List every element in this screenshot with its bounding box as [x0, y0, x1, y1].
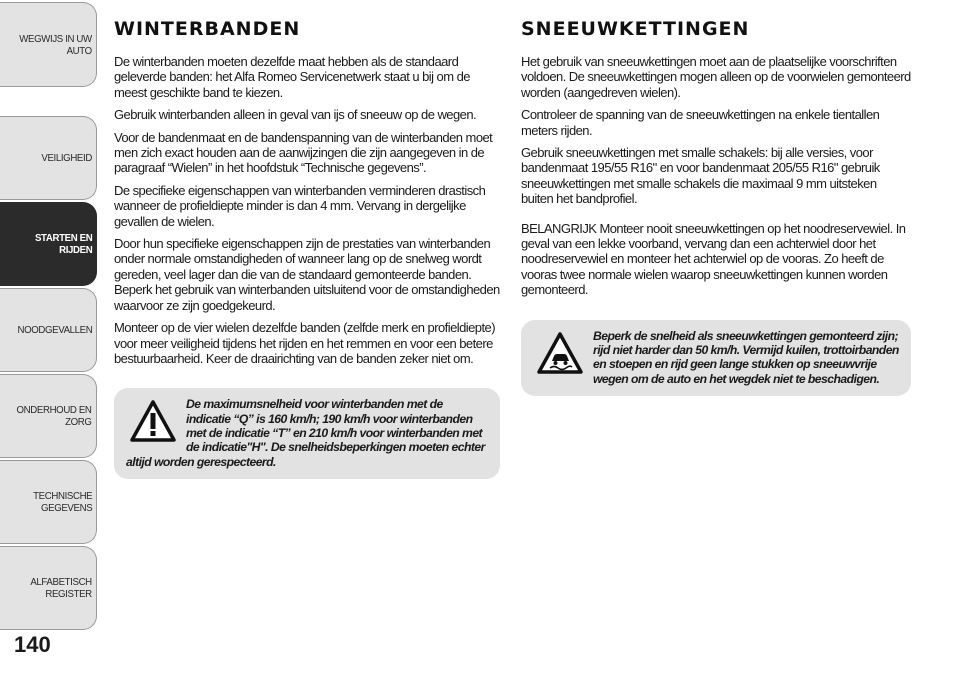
- tab-label: TECHNISCHE GEGEVENS: [32, 490, 92, 514]
- paragraph: BELANGRIJK Monteer nooit sneeuwkettingen op het noodreservewiel. In geval van een lekke voorband, vervang dan een achterwiel door het noodreservewiel en monteer het achterwiel op de vooras. Zo heeft de vooras twee normale wielen waarop sneeuwkettingen kunnen worden gemonteerd.: [521, 220, 906, 298]
- paragraph: Controleer de spanning van de sneeuwkettingen na enkele tientallen meters rijden.: [521, 107, 880, 138]
- tab-label: ONDERHOUD EN ZORG: [16, 404, 92, 428]
- tab-label: STARTEN EN RIJDEN: [34, 232, 92, 256]
- paragraph: Door hun specifieke eigenschappen zijn de prestaties van winterbanden onder normale omstandigheden of wanneer lang op de snelweg wordt gereden, veel lager dan die van de standaard gemonteerde banden. Beperk het gebruik van winterbanden uitsluitend voor de omstandigheden waarvoor ze zijn goedgekeurd.: [114, 236, 500, 313]
- paragraph: Monteer op de vier wielen dezelfde banden (zelfde merk en profieldiepte) voor meer veiligheid tijdens het rijden en het remmen en voor een betere bestuurbaarheid. Keer de draairichting van de banden zeker niet om.: [114, 320, 495, 366]
- paragraph: Gebruik winterbanden alleen in geval van ijs of sneeuw op de wegen.: [114, 107, 477, 123]
- section-title: WINTERBANDEN: [114, 18, 301, 40]
- paragraph: Het gebruik van sneeuwkettingen moet aan de plaatselijke voorschriften voldoen. De sneeuwkettingen mogen alleen op de voorwielen gemonteerd worden (aangedreven wielen).: [521, 54, 911, 100]
- tab-veiligheid[interactable]: [0, 116, 97, 200]
- tab-starten-en-rijden[interactable]: [0, 202, 97, 286]
- tab-label: NOODGEVALLEN: [17, 324, 92, 336]
- tab-technische-gegevens[interactable]: [0, 460, 97, 544]
- tab-label: ALFABETISCH REGISTER: [30, 576, 92, 600]
- warning-box: [114, 388, 500, 478]
- sneeuwkettingen-section: [521, 18, 911, 396]
- paragraph: Gebruik sneeuwkettingen met smalle schakels: bij alle versies, voor bandenmaat 195/55 R16" en voor bandenmaat 205/55 R16" gebruik sneeuwkettingen met smalle schakels die maximaal 9 mm uitsteken buiten het bandprofiel.: [521, 145, 880, 207]
- slippery-car-warning-icon: [537, 331, 583, 375]
- tab-noodgevallen[interactable]: [0, 288, 97, 372]
- warning-box: [521, 320, 911, 396]
- paragraph: De winterbanden moeten dezelfde maat hebben als de standaard geleverde banden: het Alfa Romeo Servicenetwerk staat u bij om de meest geschikte band te kiezen.: [114, 54, 470, 100]
- tab-label: WEGWIJS IN UW AUTO: [19, 32, 92, 57]
- tab-onderhoud-en-zorg[interactable]: [0, 374, 97, 458]
- warning-text: De maximumsnelheid voor winterbanden met de indicatie “Q” is 160 km/h; 190 km/h voor winterbanden met de indicatie “T” en 210 km/h voor winterbanden met de indicatie"H". De snelheidsbeperkingen moeten echter altijd worden gerespecteerd.: [126, 397, 485, 469]
- tab-alfabetisch-register[interactable]: [0, 546, 97, 630]
- tab-label: VEILIGHEID: [41, 152, 92, 164]
- paragraph: De specifieke eigenschappen van winterbanden verminderen drastisch wanneer de profieldiepte minder is dan 4 mm. Vervang in dergelijke gevallen de wielen.: [114, 182, 486, 229]
- tab-wegwijs-in-uw-auto[interactable]: [0, 2, 97, 87]
- section-title: SNEEUWKETTINGEN: [521, 18, 750, 40]
- winterbanden-section: [114, 18, 500, 479]
- page-number: 140: [14, 632, 51, 657]
- warning-text: Beperk de snelheid als sneeuwkettingen gemonteerd zijn; rijd niet harder dan 50 km/h. Vermijd kuilen, trottoirbanden en stoepen en rijd geen lange stukken op sneeuwvrije wegen om de auto en het wegdek niet te beschadigen.: [593, 328, 899, 386]
- warning-triangle-icon: [130, 399, 176, 443]
- paragraph: Voor de bandenmaat en de bandenspanning van de winterbanden moet men zich exact houden aan de aanwijzingen die zijn aangegeven in de paragraaf “Wielen” in het hoofdstuk “Technische gegevens”.: [114, 129, 493, 176]
